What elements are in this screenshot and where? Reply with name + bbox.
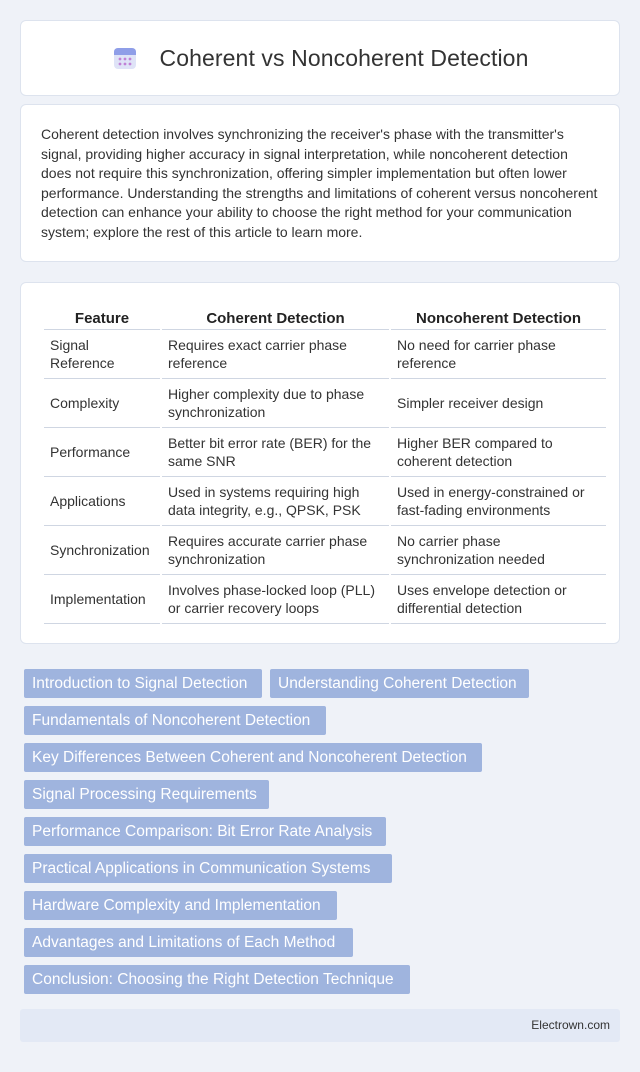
table-cell-coherent: Higher complexity due to phase synchronization xyxy=(162,379,389,428)
table-row xyxy=(44,330,606,379)
table-cell-feature: Signal Reference xyxy=(44,330,160,379)
table-cell-coherent: Better bit error rate (BER) for the same SNR xyxy=(162,428,389,477)
table-cell-coherent: Used in systems requiring high data integrity, e.g., QPSK, PSK xyxy=(162,477,389,526)
table-cell-feature: Applications xyxy=(44,477,160,526)
table-cell-feature: Performance xyxy=(44,428,160,477)
table-cell-coherent: Requires accurate carrier phase synchronization xyxy=(162,526,389,575)
intro-card xyxy=(20,104,620,262)
calendar-icon xyxy=(112,45,138,71)
topic-link-coherent[interactable]: Understanding Coherent Detection xyxy=(270,669,529,698)
table-row xyxy=(44,575,606,624)
footer xyxy=(20,1009,620,1042)
topic-link-signal-processing[interactable]: Signal Processing Requirements xyxy=(24,780,269,809)
comparison-table-card xyxy=(20,282,620,644)
table-cell-coherent: Requires exact carrier phase reference xyxy=(162,330,389,379)
page-title: Coherent vs Noncoherent Detection xyxy=(159,44,529,71)
table-cell-feature: Complexity xyxy=(44,379,160,428)
table-row xyxy=(44,379,606,428)
table-cell-feature: Implementation xyxy=(44,575,160,624)
footer-brand: Electrown.com xyxy=(531,1018,610,1032)
header-feature: Feature xyxy=(44,303,160,330)
table-row xyxy=(44,526,606,575)
table-cell-noncoherent: Used in energy-constrained or fast-fading environments xyxy=(391,477,606,526)
topic-link-introduction[interactable]: Introduction to Signal Detection xyxy=(24,669,262,698)
table-cell-coherent: Involves phase-locked loop (PLL) or carrier recovery loops xyxy=(162,575,389,624)
header-noncoherent: Noncoherent Detection xyxy=(391,303,606,330)
table-cell-noncoherent: Higher BER compared to coherent detection xyxy=(391,428,606,477)
topic-link-advantages[interactable]: Advantages and Limitations of Each Method xyxy=(24,928,353,957)
comparison-table xyxy=(42,303,608,624)
topic-link-conclusion[interactable]: Conclusion: Choosing the Right Detection Technique xyxy=(24,965,410,994)
topic-link-performance[interactable]: Performance Comparison: Bit Error Rate Analysis xyxy=(24,817,386,846)
table-cell-noncoherent: Uses envelope detection or differential detection xyxy=(391,575,606,624)
table-cell-feature: Synchronization xyxy=(44,526,160,575)
header-coherent: Coherent Detection xyxy=(162,303,389,330)
topic-link-noncoherent[interactable]: Fundamentals of Noncoherent Detection xyxy=(24,706,326,735)
table-header-row xyxy=(44,303,606,330)
title-card xyxy=(20,20,620,96)
table-row xyxy=(44,428,606,477)
table-row xyxy=(44,477,606,526)
topic-link-hardware[interactable]: Hardware Complexity and Implementation xyxy=(24,891,337,920)
table-cell-noncoherent: No carrier phase synchronization needed xyxy=(391,526,606,575)
table-cell-noncoherent: Simpler receiver design xyxy=(391,379,606,428)
topic-link-applications[interactable]: Practical Applications in Communication Systems xyxy=(24,854,392,883)
topic-link-key-differences[interactable]: Key Differences Between Coherent and Noncoherent Detection xyxy=(24,743,482,772)
table-cell-noncoherent: No need for carrier phase reference xyxy=(391,330,606,379)
intro-text: Coherent detection involves synchronizing the receiver's phase with the transmitter's signal, providing higher accuracy in signal interpretation, while noncoherent detection does not require this synchronization, offering simpler implementation but often lower performance. Understanding the strengths and limitations of coherent versus noncoherent detection can enhance your ability to choose the right method for your communication system; explore the rest of this article to learn more. xyxy=(41,126,598,240)
